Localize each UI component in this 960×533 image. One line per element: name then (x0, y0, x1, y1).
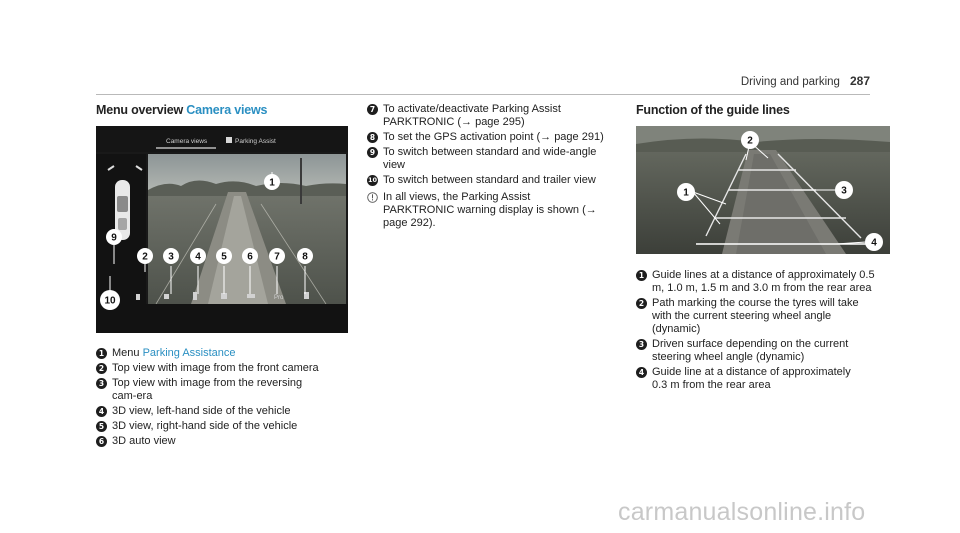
list-item (367, 103, 622, 129)
item-number: 10 (367, 176, 378, 184)
note-text: In all views, the Parking Assist PARKTRONIC warning display is shown (→ page 292). (383, 191, 597, 229)
list-item (367, 131, 622, 144)
info-icon (367, 192, 378, 203)
guide-callout-4: 4 (871, 237, 877, 249)
item-text: To set the GPS activation point (→ page 291) (383, 131, 604, 143)
item-number: 4 (96, 406, 107, 417)
list-item (96, 377, 351, 403)
list-item (367, 146, 622, 172)
item-text (112, 347, 236, 360)
camera-views-screenshot (96, 126, 348, 333)
camera-views-image (96, 126, 348, 333)
screen-callout-8: 8 (302, 251, 308, 263)
item-number: 1 (96, 348, 107, 359)
item-text-main: Menu (112, 347, 143, 359)
guide-callout-2: 2 (747, 135, 753, 147)
item-number: 5 (96, 421, 107, 432)
item-number: 9 (367, 147, 378, 158)
list-item (367, 174, 622, 187)
list-item (636, 366, 881, 392)
watermark: carmanualsonline.info (618, 498, 866, 526)
item-number: 4 (636, 367, 647, 378)
item-number: 8 (367, 132, 378, 143)
list-item (96, 420, 351, 433)
section-title: Driving and parking (740, 76, 840, 88)
guide-lines-image (636, 126, 890, 254)
item-number: 3 (636, 339, 647, 350)
list-item (96, 435, 351, 448)
parking-assistance-link[interactable]: Parking Assistance (142, 347, 236, 359)
screen-callout-7: 7 (274, 251, 280, 263)
item-text: Path marking the course the tyres will take with the current steering wheel angle (dynamic) (652, 297, 859, 335)
parking-assist-checkbox (226, 137, 232, 143)
item-number: 2 (636, 298, 647, 309)
screen-callout-4: 4 (195, 251, 201, 263)
item-text: Driven surface depending on the current steering wheel angle (dynamic) (652, 338, 849, 363)
list-item (96, 405, 351, 418)
guide-lines-screenshot (636, 126, 890, 254)
screen-callout-3: 3 (168, 251, 174, 263)
list-item (636, 269, 881, 295)
item-text: To switch between standard and wide-angle view (383, 146, 597, 171)
item-number: 2 (96, 363, 107, 374)
3d-auto-icon[interactable] (247, 294, 255, 298)
list-item (96, 362, 351, 375)
screen-callout-10: 10 (104, 295, 116, 307)
item-number: 1 (636, 270, 647, 281)
item-text: 3D auto view (112, 435, 176, 447)
left-legend-list (96, 347, 351, 450)
menu-overview-title (96, 103, 267, 117)
list-item (636, 297, 881, 336)
guide-lines-title: Function of the guide lines (636, 103, 790, 117)
item-number: 6 (96, 436, 107, 447)
item-text: To activate/deactivate Parking Assist PARKTRONIC (→ page 295) (383, 103, 561, 128)
tab-camera-views: Camera views (166, 138, 208, 145)
title-accent: Camera views (186, 103, 268, 117)
top-rear-icon[interactable] (164, 294, 169, 299)
item-text: 3D view, left-hand side of the vehicle (112, 405, 291, 417)
3d-left-icon[interactable] (193, 292, 197, 300)
screen-callout-9: 9 (111, 232, 117, 244)
parktronic-pro-label[interactable]: Pro (274, 295, 284, 301)
item-text: Guide lines at a distance of approximately 0.5 m, 1.0 m, 1.5 m and 3.0 m from the rear area (652, 269, 875, 294)
note-item (367, 191, 622, 230)
list-item (636, 338, 881, 364)
item-number: 7 (367, 104, 378, 115)
item-text: Guide line at a distance of approximately 0.3 m from the rear area (652, 366, 851, 391)
screen-callout-1: 1 (269, 177, 275, 189)
right-legend-list (636, 269, 881, 394)
item-text: Top view with image from the reversing cam-era (112, 377, 303, 402)
title-prefix: Menu overview (96, 103, 184, 117)
list-item (96, 347, 351, 360)
guide-callout-3: 3 (841, 185, 847, 197)
page-header (741, 74, 870, 88)
item-text: Top view with image from the front camera (112, 362, 319, 374)
screen-callout-5: 5 (221, 251, 227, 263)
screen-callout-2: 2 (142, 251, 148, 263)
tab-parking-assist: Parking Assist (235, 138, 276, 145)
top-front-icon[interactable] (136, 294, 140, 300)
item-text: 3D view, right-hand side of the vehicle (112, 420, 298, 432)
item-text: To switch between standard and trailer view (383, 174, 596, 186)
guide-callout-1: 1 (683, 187, 689, 199)
screen-callout-6: 6 (247, 251, 253, 263)
header-divider (96, 94, 870, 95)
middle-legend-list (367, 103, 622, 232)
item-number: 3 (96, 378, 107, 389)
page-number: 287 (849, 74, 870, 88)
